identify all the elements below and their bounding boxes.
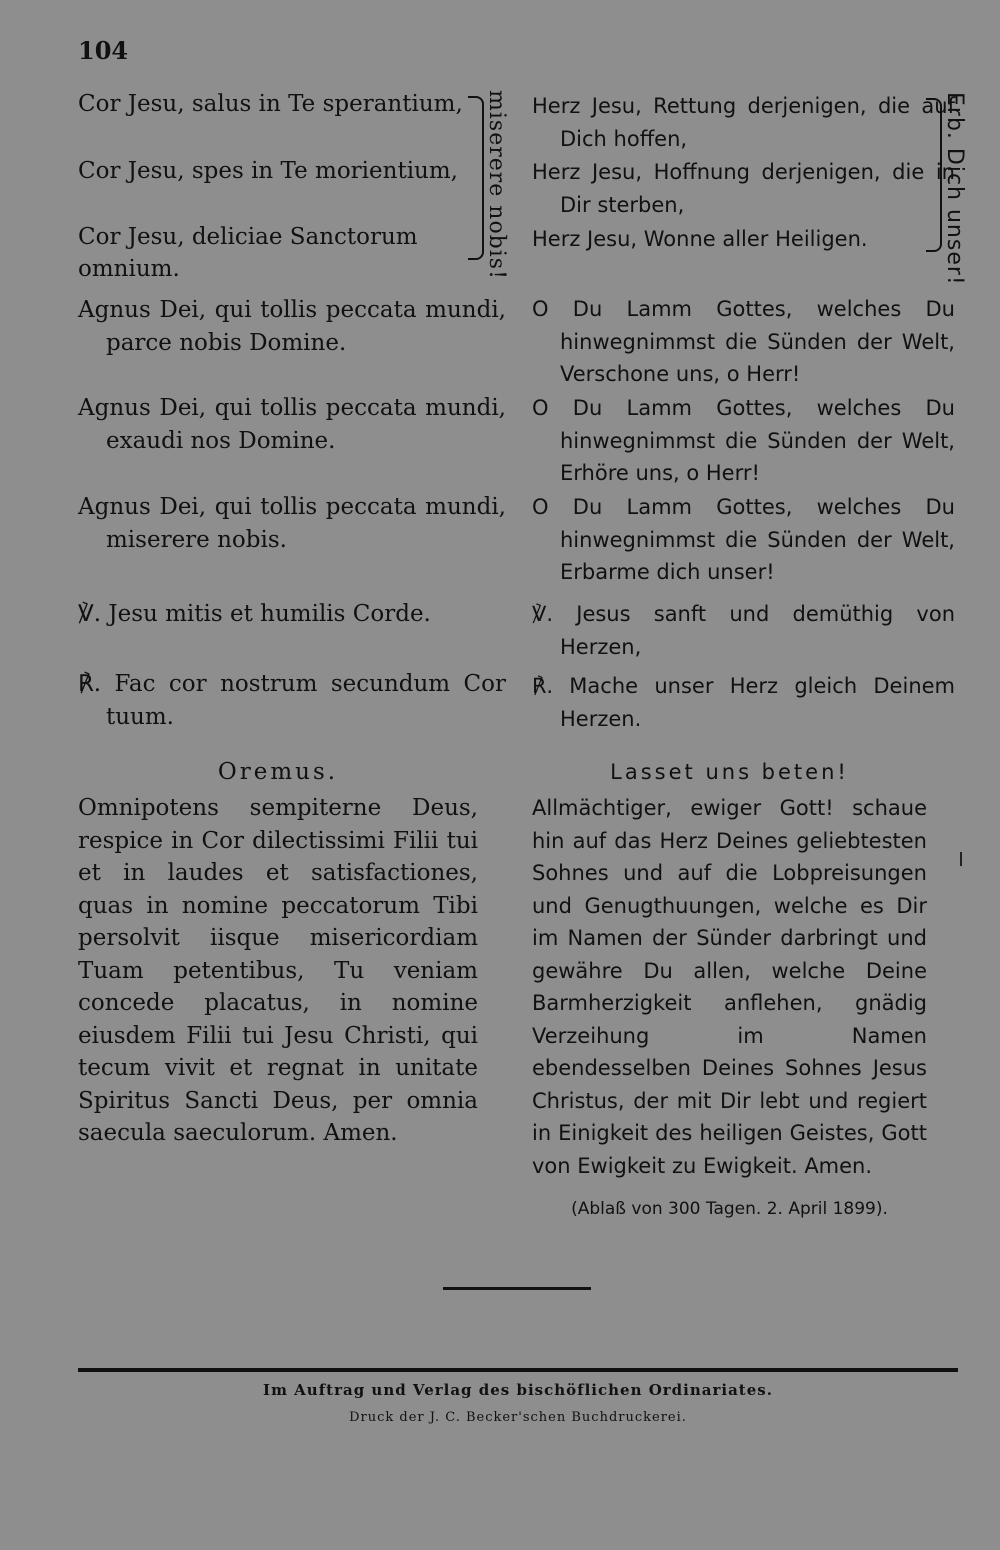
latin-invocation-3-line-b: omnium. [78, 256, 180, 282]
latin-oremus-heading: Oremus. [217, 759, 339, 785]
german-agnus-3: O Du Lamm Gottes, welches Du hinwegnimmst die Sünden der Welt, Erbarme dich unser! [532, 495, 955, 584]
latin-agnus-3: Agnus Dei, qui tollis peccata mundi, miserere nobis. [78, 494, 506, 553]
german-invocation-1: Herz Jesu, Rettung derjenigen, die auf Dich hoffen, [532, 94, 955, 151]
latin-invocation-2: Cor Jesu, spes in Te morientium, [78, 158, 458, 184]
german-invocation-3: Herz Jesu, Wonne aller Heiligen. [532, 227, 868, 251]
imprint-publisher: Im Auftrag und Verlag des bischöflichen Ordinariates. [263, 1381, 773, 1399]
latin-brace-response: miserere nobis! [484, 90, 509, 280]
german-invocation-2: Herz Jesu, Hoffnung derjenigen, die in Dir sterben, [532, 160, 955, 217]
latin-agnus-2: Agnus Dei, qui tollis peccata mundi, exaudi nos Domine. [78, 395, 506, 454]
german-brace-response: Erb. Dich unser! [942, 92, 967, 286]
german-agnus-2: O Du Lamm Gottes, welches Du hinwegnimmst die Sünden der Welt, Erhöre uns, o Herr! [532, 396, 955, 485]
german-indulgence-note: (Ablaß von 300 Tagen. 2. April 1899). [571, 1199, 888, 1219]
page-number: 104 [78, 36, 129, 65]
imprint-rule [78, 1368, 958, 1372]
latin-prayer: Omnipotens sempiterne Deus, respice in Cor dilectissimi Filii tui et in laudes et satisfactiones, quas in nomine peccatorum Tibi persolvit iisque misericordiam Tuam petentibus, Tu veniam concede placatus, in nomine eiusdem Filii tui Jesu Christi, qui tecum vivit et regnat in unitate Spiritus Sancti Deus, per omnia saecula saeculorum. Amen. [78, 795, 478, 1146]
latin-invocation-3-line-a: Cor Jesu, deliciae Sanctorum [78, 224, 418, 250]
latin-response: ℟. Fac cor nostrum secundum Cor tuum. [78, 671, 506, 730]
german-response: ℟. Mache unser Herz gleich Deinem Herzen. [532, 674, 955, 731]
german-versicle: ℣. Jesus sanft und demüthig von Herzen, [532, 602, 955, 659]
german-agnus-1: O Du Lamm Gottes, welches Du hinwegnimmst die Sünden der Welt, Verschone uns, o Herr! [532, 297, 955, 386]
latin-invocation-1: Cor Jesu, salus in Te sperantium, [78, 91, 463, 117]
margin-tick-mark [960, 852, 962, 866]
imprint-printer: Druck der J. C. Becker'schen Buchdruckerei. [349, 1410, 687, 1425]
latin-versicle: ℣. Jesu mitis et humilis Corde. [78, 601, 431, 627]
latin-invocation-3 [78, 221, 478, 254]
latin-brace [468, 96, 484, 260]
german-oremus-heading: Lasset uns beten! [610, 760, 849, 784]
german-prayer: Allmächtiger, ewiger Gott! schaue hin auf das Herz Deines geliebtesten Sohnes und auf die Lobpreisungen und Genugthuungen, welche es Dir im Namen der Sünder darbringt und gewähre Du allen, welche Deine Barmherzigkeit anflehen, gnädig Verzeihung im Namen ebendesselben Deines Sohnes Jesus Christus, der mit Dir lebt und regiert in Einigkeit des heiligen Geistes, Gott von Ewigkeit zu Ewigkeit. Amen. [532, 796, 927, 1178]
latin-agnus-1: Agnus Dei, qui tollis peccata mundi, parce nobis Domine. [78, 297, 506, 356]
german-brace [926, 98, 942, 252]
closing-short-rule [443, 1287, 591, 1290]
latin-column [78, 88, 506, 1168]
